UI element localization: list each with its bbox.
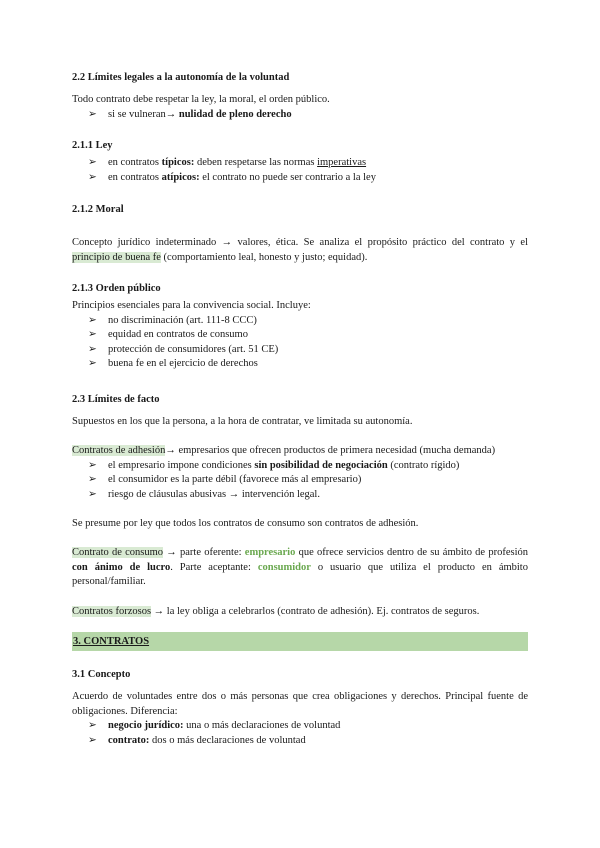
highlight-adhesion: Contratos de adhesión bbox=[72, 445, 166, 456]
bullet-icon: ➢ bbox=[88, 329, 97, 340]
bullet-icon: ➢ bbox=[88, 459, 97, 471]
bullet-icon: ➢ bbox=[88, 343, 97, 355]
heading-2-1-3: 2.1.3 Orden público bbox=[72, 283, 161, 294]
intro-text: Principios esenciales para la convivencia social. Incluye: bbox=[72, 300, 311, 311]
intro-2-3: Supuestos en los que la persona, a la hora de contratar, ve limitada su autonomía. bbox=[72, 416, 413, 427]
bullet-icon: ➢ bbox=[88, 358, 97, 369]
heading-2-2: 2.2 Límites legales a la autonomía de la voluntad bbox=[72, 72, 290, 83]
bullet-list bbox=[72, 314, 528, 372]
bullet-list bbox=[72, 719, 528, 748]
paragraph-2-2 bbox=[72, 93, 528, 122]
list-item: ➢ el empresario impone condiciones sin posibilidad de negociación (contrato rígido) bbox=[72, 459, 528, 474]
bullet-list bbox=[72, 156, 528, 185]
paragraph-consumo: Contrato de consumo → parte oferente: empresario que ofrece servicios dentro de su ámbito de profesión con ánimo de lucro. Parte aceptante: consumidor o usuario que utiliza el producto en ámbito personal/familiar. bbox=[72, 547, 528, 587]
list-item: ➢ negocio jurídico: una o más declaraciones de voluntad bbox=[72, 719, 528, 734]
bullet-icon: ➢ bbox=[88, 734, 97, 746]
heading-3-1: 3.1 Concepto bbox=[72, 669, 131, 680]
highlight-buena-fe: principio de buena fe bbox=[72, 251, 161, 263]
paragraph-forzosos: Contratos forzosos → la ley obliga a celebrarlos (contrato de adhesión). Ej. contratos de seguros. bbox=[72, 606, 480, 617]
heading-2-1-2: 2.1.2 Moral bbox=[72, 204, 124, 215]
heading-2-3: 2.3 Límites de facto bbox=[72, 394, 160, 405]
bullet-list bbox=[72, 108, 528, 123]
bullet-icon: ➢ bbox=[88, 720, 97, 731]
highlight-forzosos: Contratos forzosos bbox=[72, 606, 152, 617]
section-2-1-3 bbox=[72, 299, 528, 372]
bullet-icon: ➢ bbox=[88, 108, 97, 120]
list-item: ➢ buena fe en el ejercicio de derechos bbox=[72, 357, 528, 372]
list-item: ➢ equidad en contratos de consumo bbox=[72, 328, 528, 343]
list-item: ➢ contrato: dos o más declaraciones de voluntad bbox=[72, 734, 528, 749]
bullet-list bbox=[72, 459, 528, 503]
paragraph-concepto: Acuerdo de voluntades entre dos o más personas que crea obligaciones y derechos. Principal fuente de obligaciones. Diferencia: bbox=[72, 691, 528, 717]
intro-text: Todo contrato debe respetar la ley, la moral, el orden público. bbox=[72, 94, 330, 105]
heading-2-1-1: 2.1.1 Ley bbox=[72, 140, 113, 151]
list-item: ➢ riesgo de cláusulas abusivas → intervención legal. bbox=[72, 488, 528, 503]
list-item: ➢ no discriminación (art. 111-8 CCC) bbox=[72, 314, 528, 329]
list-item: ➢ en contratos típicos: deben respetarse las normas imperativas bbox=[72, 156, 528, 171]
bullet-icon: ➢ bbox=[88, 474, 97, 485]
paragraph-moral: Concepto jurídico indeterminado → valores, ética. Se analiza el propósito práctico del contrato y el principio de buena fe (comportamiento leal, honesto y justo; equidad). bbox=[72, 237, 528, 263]
presume-text: Se presume por ley que todos los contratos de consumo son contratos de adhesión. bbox=[72, 518, 419, 529]
adhesion-block bbox=[72, 444, 528, 502]
list-item: ➢ el consumidor es la parte débil (favorece más al empresario) bbox=[72, 473, 528, 488]
section-bar-contratos: 3. CONTRATOS bbox=[72, 632, 528, 651]
bullet-icon: ➢ bbox=[88, 488, 97, 500]
list-item: ➢ protección de consumidores (art. 51 CE) bbox=[72, 343, 528, 358]
list-2-1-1 bbox=[72, 156, 528, 185]
bullet-icon: ➢ bbox=[88, 171, 97, 183]
highlight-consumo: Contrato de consumo bbox=[72, 547, 164, 558]
list-item: ➢ en contratos atípicos: el contrato no puede ser contrario a la ley bbox=[72, 171, 528, 186]
list-item: ➢ si se vulneran→ nulidad de pleno derecho bbox=[72, 108, 528, 123]
adhesion-line: Contratos de adhesión→ empresarios que ofrecen productos de primera necesidad (mucha demanda) bbox=[72, 445, 496, 456]
bullet-icon: ➢ bbox=[88, 314, 97, 326]
bullet-icon: ➢ bbox=[88, 157, 97, 168]
list-3-1 bbox=[72, 719, 528, 748]
